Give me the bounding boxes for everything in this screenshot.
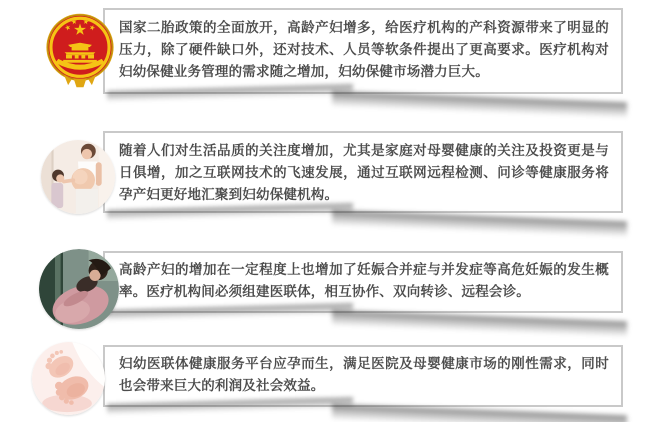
baby-feet-icon [32, 342, 105, 415]
point-card [103, 8, 623, 94]
reclining-pregnant-woman-icon [39, 249, 119, 329]
pregnant-woman-with-child-icon [41, 140, 115, 214]
point-text: 随着人们对生活品质的关注度增加，尤其是家庭对母婴健康的关注及投资更是与日俱增，加之互联网技术的飞速发展，通过互联网远程检测、问诊等健康服务将孕产妇更好地汇聚到妇幼保健机构。 [119, 143, 609, 203]
china-national-emblem-icon [45, 12, 115, 91]
point-card [103, 131, 623, 213]
point-text: 高龄产妇的增加在一定程度上也增加了妊娠合并症与并发症等高危妊娠的发生概率。医疗机构间必须组建医联体，相互协作、双向转诊、远程会诊。 [119, 262, 609, 300]
point-text: 妇幼医联体健康服务平台应孕而生，满足医院及母婴健康市场的刚性需求，同时也会带来巨大的利润及社会效益。 [119, 356, 609, 394]
point-card [103, 345, 623, 407]
point-text: 国家二胎政策的全面放开，高龄产妇增多，给医疗机构的产科资源带来了明显的压力，除了硬件缺口外，还对技术、人员等软条件提出了更高要求。医疗机构对妇幼保健业务管理的需求随之增加，妇幼保健市场潜力巨大。 [119, 20, 609, 80]
point-card [103, 251, 623, 313]
